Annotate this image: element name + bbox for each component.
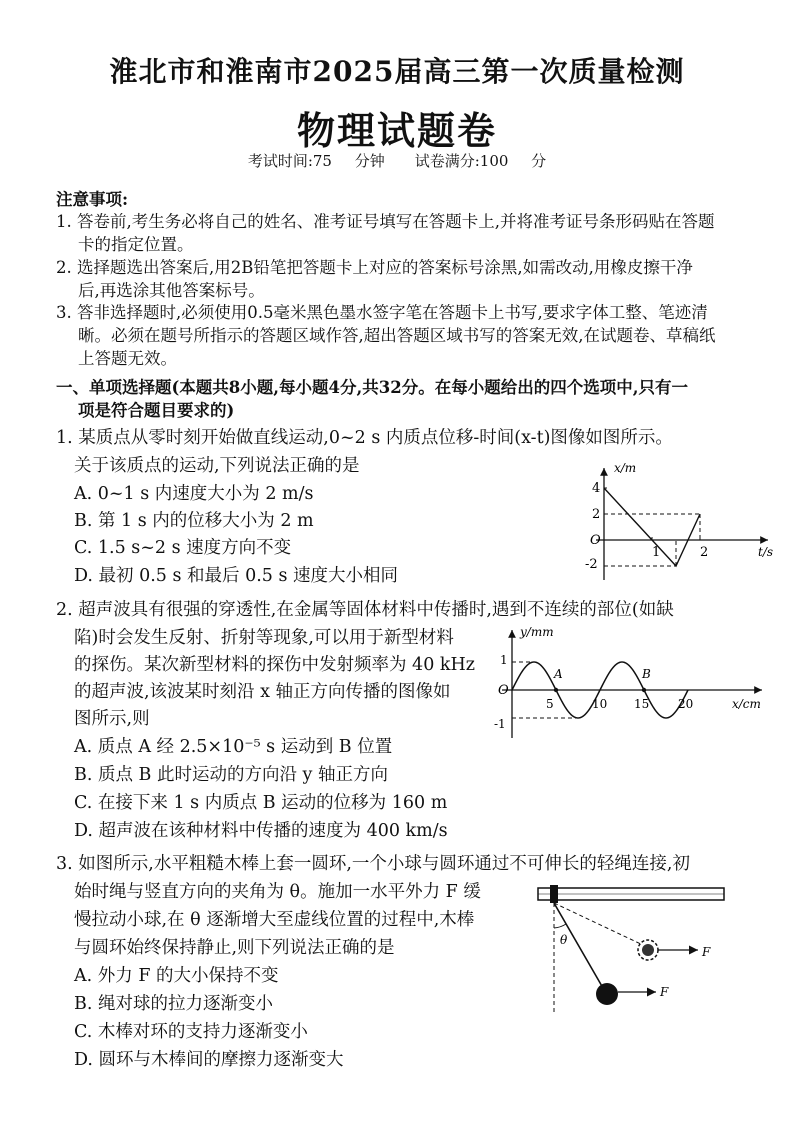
ball-initial <box>596 983 618 1005</box>
q2-stem-cont: 图所示,则 <box>74 709 150 729</box>
exam-info: 考试时间:75 分钟 试卷满分:100 分 <box>247 152 547 170</box>
q2-option-d: D. 超声波在该种材料中传播的速度为 400 km/s <box>74 821 448 841</box>
notice-line: 卡的指定位置。 <box>78 235 194 254</box>
q1-y-tick: 4 <box>592 481 601 496</box>
q2-x-tick: 15 <box>634 697 650 711</box>
section-heading-cont: 项是符合题目要求的) <box>78 401 235 420</box>
notice-line: 2. 选择题选出答案后,用2B铅笔把答题卡上对应的答案标号涂黑,如需改动,用橡皮擦干净 <box>56 258 693 277</box>
q1-stem-cont: 关于该质点的运动,下列说法正确的是 <box>74 456 360 476</box>
q2-stem-cont: 的探伤。某次新型材料的探伤中发射频率为 40 kHz <box>74 655 475 675</box>
q1-x-axis-label: t/s <box>758 545 774 559</box>
q3-stem-cont: 与圆环始终保持静止,则下列说法正确的是 <box>74 938 395 958</box>
section-heading: 一、单项选择题(本题共8小题,每小题4分,共32分。在每小题给出的四个选项中,只有一 <box>56 378 688 397</box>
notice-heading: 注意事项: <box>56 190 129 209</box>
q1-xt-graph <box>580 458 780 588</box>
q1-origin-label: O <box>590 533 601 548</box>
q2-y-tick: -1 <box>494 717 506 731</box>
q2-option-a: A. 质点 A 经 2.5×10⁻⁵ s 运动到 B 位置 <box>74 737 393 757</box>
q3-stem: 3. 如图所示,水平粗糙木棒上套一圆环,一个小球与圆环通过不可伸长的轻绳连接,初 <box>56 854 690 874</box>
q2-point-a-label: A <box>554 667 563 681</box>
q3-stem-cont: 始时绳与竖直方向的夹角为 θ。施加一水平外力 F 缓 <box>74 882 481 902</box>
q1-option-b: B. 第 1 s 内的位移大小为 2 m <box>74 511 314 531</box>
q1-x-tick: 1 <box>652 545 661 560</box>
q3-option-d: D. 圆环与木棒间的摩擦力逐渐变大 <box>74 1050 344 1070</box>
q3-rod-ring-diagram <box>530 880 740 1020</box>
q1-y-tick: -2 <box>585 557 598 572</box>
q2-stem: 2. 超声波具有很强的穿透性,在金属等固体材料中传播时,遇到不连续的部位(如缺 <box>56 600 674 620</box>
q2-stem-cont: 的超声波,该波某时刻沿 x 轴正方向传播的图像如 <box>74 682 451 702</box>
theta-arc <box>554 924 566 928</box>
q1-option-c: C. 1.5 s~2 s 速度方向不变 <box>74 538 292 558</box>
q2-y-tick: 1 <box>500 653 508 667</box>
q2-x-tick: 10 <box>592 697 608 711</box>
rope-dashed-final <box>554 903 645 946</box>
q2-origin-label: O <box>498 683 509 698</box>
q2-y-axis-label: y/mm <box>520 625 554 639</box>
q1-option-d: D. 最初 0.5 s 和最后 0.5 s 速度大小相同 <box>74 566 399 586</box>
notice-line: 后,再选涂其他答案标号。 <box>78 281 265 300</box>
q3-stem-cont: 慢拉动小球,在 θ 逐渐增大至虚线位置的过程中,木棒 <box>74 910 475 930</box>
q2-option-b: B. 质点 B 此时运动的方向沿 y 轴正方向 <box>74 765 388 785</box>
q2-point-b <box>642 688 646 692</box>
ring <box>550 885 558 903</box>
q3-option-a: A. 外力 F 的大小保持不变 <box>74 966 279 986</box>
q1-x-tick: 2 <box>700 545 709 560</box>
q2-stem-cont: 陷)时会发生反射、折射等现象,可以用于新型材料 <box>74 628 454 648</box>
q2-option-c: C. 在接下来 1 s 内质点 B 运动的位移为 160 m <box>74 793 448 813</box>
paper-title: 物理试题卷 <box>296 108 497 153</box>
notice-line: 1. 答卷前,考生务必将自己的姓名、准考证号填写在答题卡上,并将准考证号条形码贴在答题 <box>56 212 715 231</box>
notice-line: 3. 答非选择题时,必须使用0.5毫米黑色墨水签字笔在答题卡上书写,要求字体工整、笔迹清 <box>56 303 708 322</box>
exam-header-title: 淮北市和淮南市2025届高三第一次质量检测 <box>109 55 685 88</box>
q2-point-b-label: B <box>642 667 651 681</box>
q1-y-tick: 2 <box>592 507 601 522</box>
q3-option-c: C. 木棒对环的支持力逐渐变小 <box>74 1022 308 1042</box>
force-label-dashed: F <box>702 945 711 959</box>
q1-option-a: A. 0~1 s 内速度大小为 2 m/s <box>74 484 314 504</box>
theta-label: θ <box>560 933 568 947</box>
q2-x-tick: 20 <box>678 697 694 711</box>
q1-y-axis-label: x/m <box>614 461 637 475</box>
force-label: F <box>660 985 669 999</box>
q2-x-tick: 5 <box>546 697 554 711</box>
q2-point-a <box>554 688 558 692</box>
notice-line: 晰。必须在题号所指示的答题区域作答,超出答题区域书写的答案无效,在试题卷、草稿纸 <box>78 326 716 345</box>
notice-line: 上答题无效。 <box>78 349 177 368</box>
q2-x-axis-label: x/cm <box>732 697 761 711</box>
q1-stem: 1. 某质点从零时刻开始做直线运动,0~2 s 内质点位移-时间(x-t)图像如图所示。 <box>56 428 673 448</box>
q3-option-b: B. 绳对球的拉力逐渐变小 <box>74 994 273 1014</box>
q2-wave-graph <box>494 620 774 744</box>
